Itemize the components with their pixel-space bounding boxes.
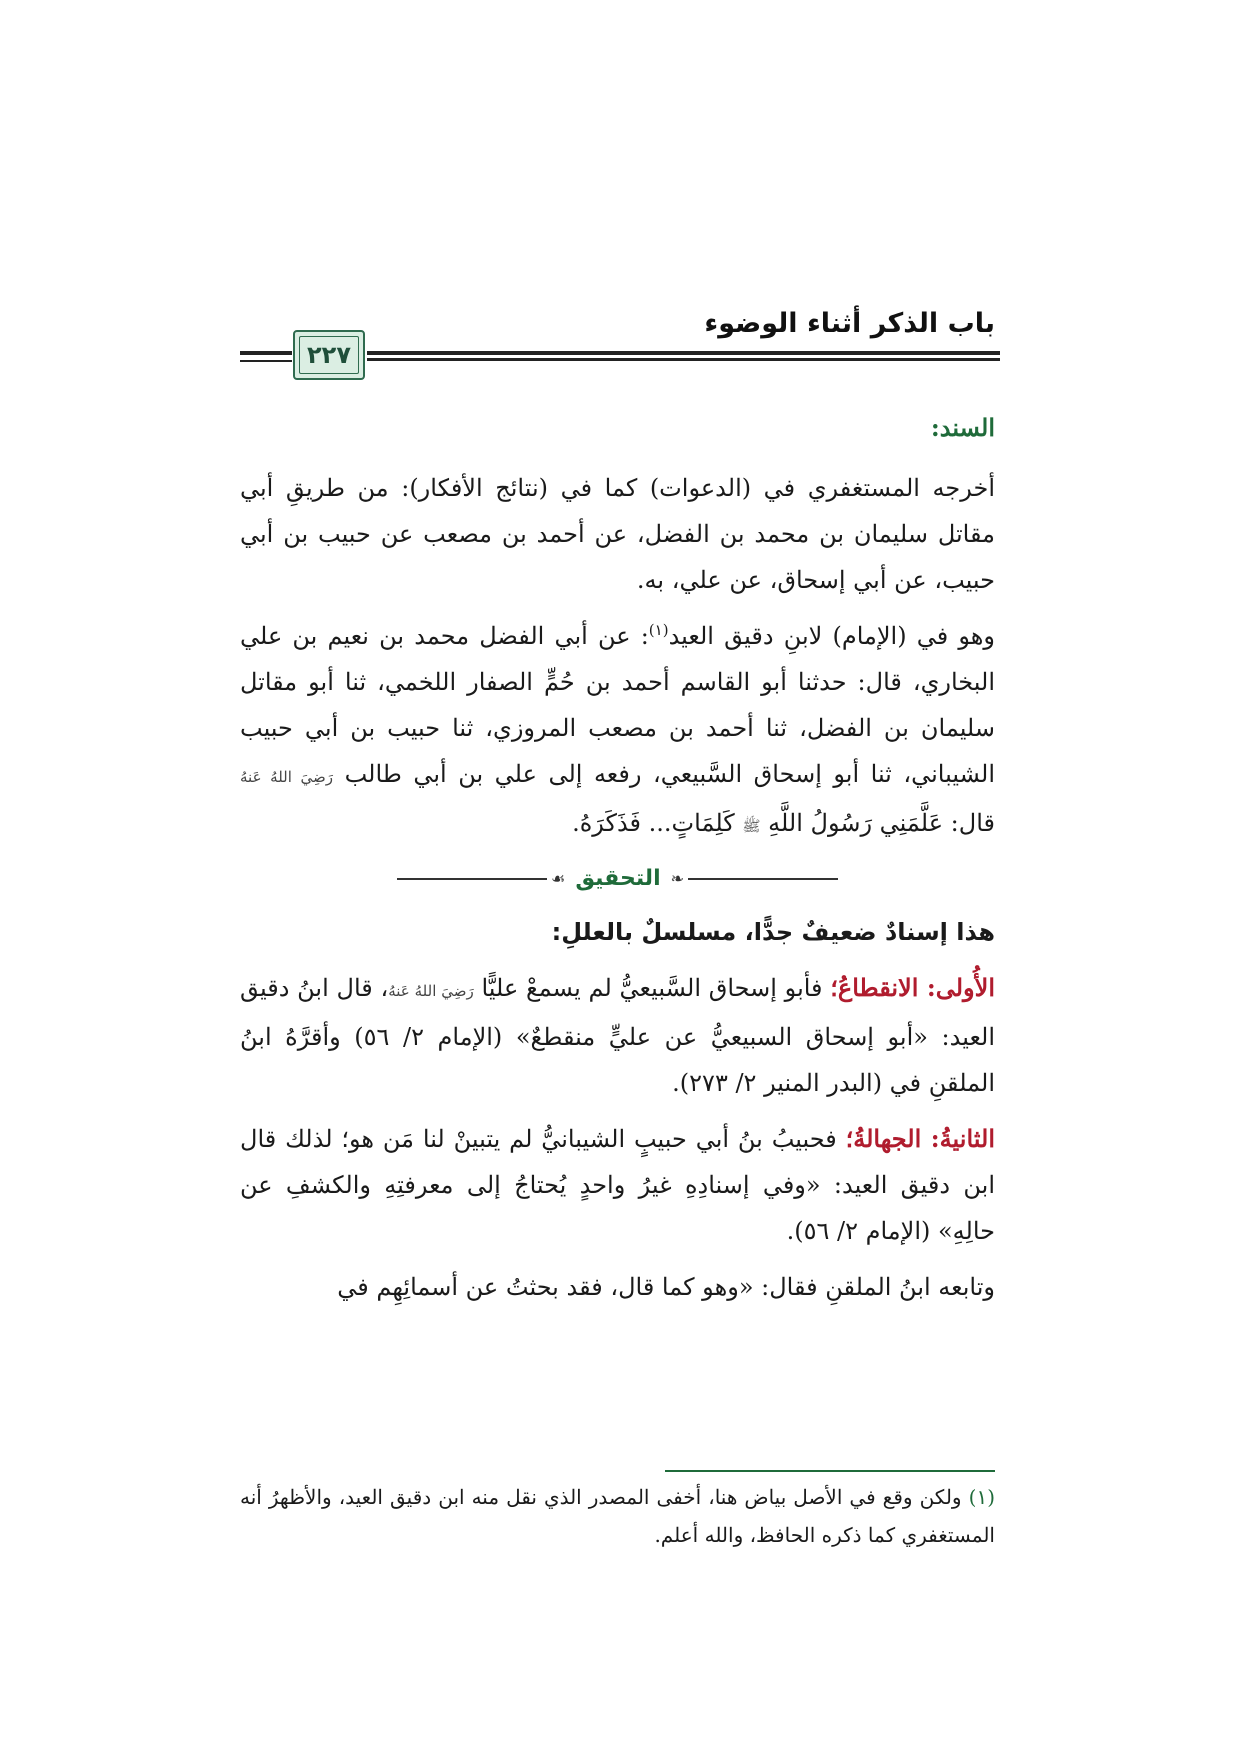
text-run: فحبيبُ بنُ أبي حبيبٍ الشيبانيُّ لم يتبينْ لنا مَن هو؛ لذلك قال ابن دقيق العيد: «وفي إسنادِهِ غيرُ واحدٍ يُحتاجُ إلى معرفتِهِ والكشفِ عن حالِهِ» (الإمام ٢/ ٥٦). <box>240 1125 995 1245</box>
footnote-rule <box>665 1470 995 1472</box>
ornament-icon: ❧ <box>670 869 685 888</box>
divider-line <box>397 878 547 880</box>
section-title-tahqiq: التحقيق <box>575 866 661 891</box>
page-number-frame <box>293 330 365 380</box>
first-defect-paragraph <box>240 965 995 1106</box>
tahqiq-heading: هذا إسنادٌ ضعيفٌ جدًّا، مسلسلٌ بالعللِ: <box>551 918 995 946</box>
text-run: كَلِمَاتٍ... فَذَكَرَهُ. <box>572 809 743 837</box>
footnote-text: ولكن وقع في الأصل بياض هنا، أخفى المصدر الذي نقل منه ابن دقيق العيد، والأظهرُ أنه المستغفري كما ذكره الحافظ، والله أعلم. <box>240 1485 995 1547</box>
paragraph <box>240 965 995 1106</box>
text-run: ، قال ابنُ دقيق العيد: «أبو إسحاق السبيعيُّ عن عليٍّ منقطعٌ» (الإمام ٢/ ٥٦) وأقرَّهُ ابنُ الملقنِ في (البدر المنير ٢/ ٢٧٣). <box>240 974 996 1097</box>
third-paragraph: وتابعه ابنُ الملقنِ فقال: «وهو كما قال، فقد بحثتُ عن أسمائِهِم في <box>337 1273 995 1301</box>
divider-line <box>688 878 838 880</box>
footnote-number: (١) <box>968 1485 995 1509</box>
honorific-glyph: رَضِيَ اللهُ عَنهُ <box>388 982 474 1000</box>
text-run: وهو في (الإمام) لابنِ دقيق العيد <box>668 622 996 650</box>
paragraph <box>240 1116 995 1254</box>
second-defect-lead: الثانيةُ: الجهالةُ؛ <box>845 1124 995 1153</box>
ornament-icon: ☙ <box>550 869 566 888</box>
footnote-ref[interactable]: (١) <box>648 621 669 639</box>
header-rule <box>367 351 1000 361</box>
honorific-glyph: رَضِيَ اللهُ عَنهُ <box>240 768 334 786</box>
text-run: : عن أبي الفضل محمد بن نعيم بن علي البخاري، قال: حدثنا أبو القاسم أحمد بن حُمٍّ الصفار اللخمي، ثنا أبو مقاتل سليمان بن الفضل، ثنا أحمد بن مصعب المروزي، ثنا حبيب بن أبي حبيب الشيباني، ثنا أبو إسحاق السَّبيعي، رفعه إلى علي بن أبي طالب <box>240 622 995 788</box>
section-divider <box>240 859 995 899</box>
paragraph <box>240 1264 995 1310</box>
chapter-title: باب الذكر أثناء الوضوء <box>704 308 995 339</box>
honorific-glyph: ﷺ <box>742 817 761 835</box>
page-number: ٢٢٧ <box>307 341 351 369</box>
paragraph <box>240 613 995 849</box>
paragraph <box>240 465 995 603</box>
text-run: فأبو إسحاق السَّبيعيُّ لم يسمعْ عليًّا <box>473 974 831 1002</box>
main-text <box>240 405 995 1320</box>
sanad-paragraph-1: أخرجه المستغفري في (الدعوات) كما في (نتائج الأفكار): من طريقِ أبي مقاتل سليمان بن محمد بن الفضل، عن أحمد بن مصعب عن حبيب بن أبي حبيب، عن أبي إسحاق، عن علي، به. <box>240 474 995 594</box>
first-defect-lead: الأُولى: الانقطاعُ؛ <box>830 973 995 1002</box>
section-label-sanad: السند: <box>930 413 995 442</box>
second-defect-paragraph <box>240 1116 995 1254</box>
header-rule-short <box>240 351 292 359</box>
text-run: قال: عَلَّمَنِي رَسُولُ اللَّهِ <box>760 809 995 837</box>
sanad-paragraph-2 <box>240 613 995 849</box>
footnote <box>240 1478 995 1554</box>
